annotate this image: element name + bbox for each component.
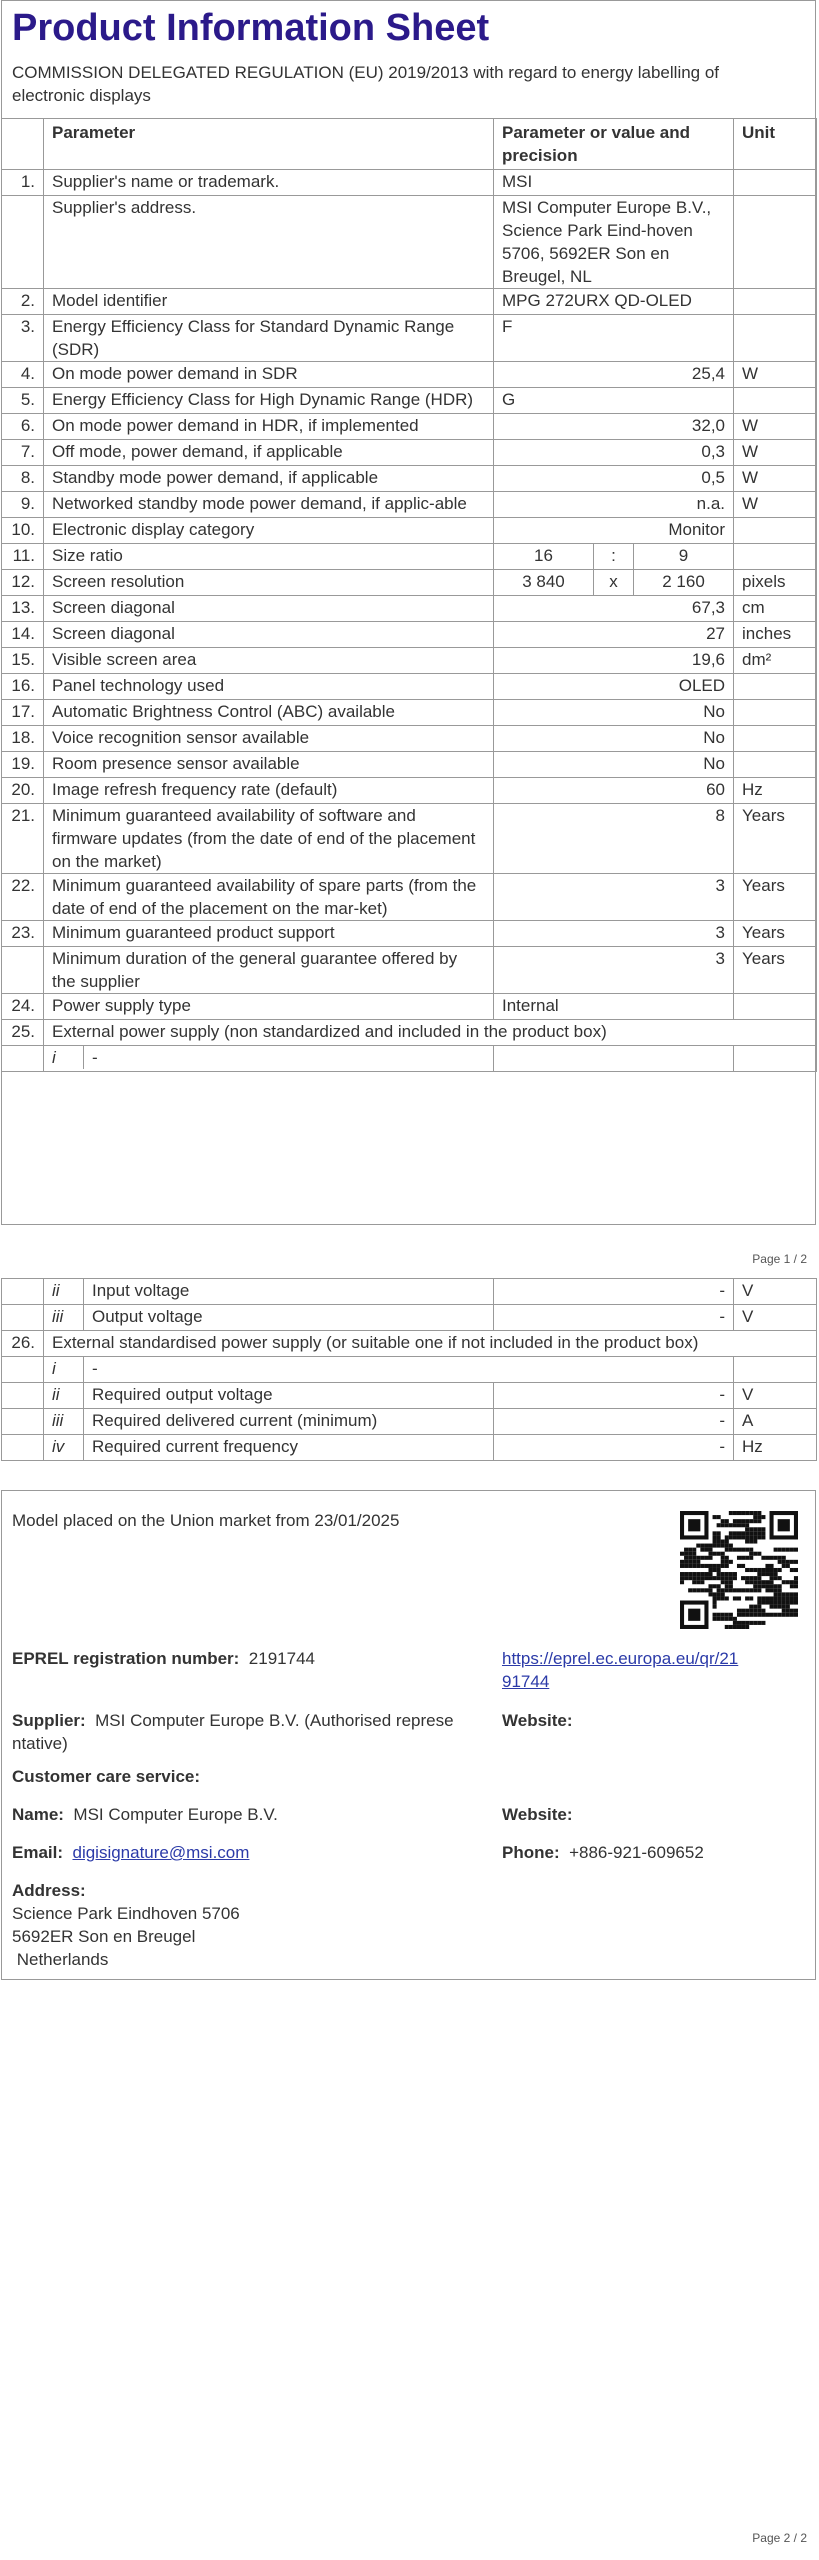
table-row: 13. Screen diagonal 67,3 cm: [2, 596, 817, 622]
table-row: 8. Standby mode power demand, if applicable 0,5 W: [2, 466, 817, 492]
supplier-info: Supplier: MSI Computer Europe B.V. (Authorised represe ntative): [12, 1711, 454, 1753]
contact-phone: Phone: +886-921-609652: [502, 1843, 704, 1862]
page-title: Product Information Sheet: [12, 7, 490, 49]
eprel-link-line2[interactable]: 91744: [502, 1672, 550, 1691]
page-number-2: Page 2 / 2: [752, 2531, 807, 2545]
table-row: 1. Supplier's name or trademark. MSI: [2, 170, 817, 196]
table-row: 20. Image refresh frequency rate (default) 60 Hz: [2, 778, 817, 804]
website-label: Website:: [502, 1711, 573, 1730]
eprel-registration: EPREL registration number: 2191744: [12, 1649, 315, 1668]
product-info-table: [1, 118, 817, 1072]
table-row: ii Input voltage - V: [2, 1279, 817, 1305]
table-row: i -: [2, 1357, 817, 1383]
table-row: 5. Energy Efficiency Class for High Dynamic Range (HDR) G: [2, 388, 817, 414]
header-num: [2, 119, 44, 170]
customer-care-label: Customer care service:: [12, 1767, 201, 1786]
table-row: 10. Electronic display category Monitor: [2, 518, 817, 544]
header-unit: Unit: [734, 119, 817, 170]
table-header-row: [2, 119, 817, 170]
eprel-link[interactable]: [502, 1647, 738, 1693]
table-row: 22. Minimum guaranteed availability of spare parts (from the date of end of the placement on the mar-ket) 3 Years: [2, 874, 817, 921]
table-row: iii Required delivered current (minimum) - A: [2, 1409, 817, 1435]
table-row: 6. On mode power demand in HDR, if implemented 32,0 W: [2, 414, 817, 440]
table-row: 9. Networked standby mode power demand, if applic-able n.a. W: [2, 492, 817, 518]
table-row: iii Output voltage - V: [2, 1305, 817, 1331]
email-link[interactable]: digisignature@msi.com: [72, 1843, 250, 1862]
contact-email: Email: digisignature@msi.com: [12, 1843, 250, 1862]
table-row: 12. Screen resolution 3 840 x 2 160 pixels: [2, 570, 817, 596]
table-row: 2. Model identifier MPG 272URX QD-OLED: [2, 289, 817, 315]
table-row: 24. Power supply type Internal: [2, 994, 817, 1020]
table-row: 19. Room presence sensor available No: [2, 752, 817, 778]
contact-address: Address: Science Park Eindhoven 5706 5692ER Son en Breugel Netherlands: [12, 1881, 240, 1969]
table-row: 7. Off mode, power demand, if applicable 0,3 W: [2, 440, 817, 466]
page-number-1: Page 1 / 2: [752, 1252, 807, 1266]
table-row: 15. Visible screen area 19,6 dm²: [2, 648, 817, 674]
table-row: i -: [2, 1046, 817, 1072]
table-row: iv Required current frequency - Hz: [2, 1435, 817, 1461]
page-1: [1, 0, 816, 1225]
table-row: Minimum duration of the general guarantee offered by the supplier 3 Years: [2, 947, 817, 994]
contact-name: Name: MSI Computer Europe B.V.: [12, 1805, 278, 1824]
website2-label: Website:: [502, 1805, 573, 1824]
eprel-link-line1[interactable]: https://eprel.ec.europa.eu/qr/21: [502, 1649, 739, 1668]
table-row: 16. Panel technology used OLED: [2, 674, 817, 700]
table-row: 11. Size ratio 16 : 9: [2, 544, 817, 570]
power-supply-table: [1, 1278, 817, 1461]
table-row: 18. Voice recognition sensor available No: [2, 726, 817, 752]
table-row: ii Required output voltage - V: [2, 1383, 817, 1409]
table-row: 4. On mode power demand in SDR 25,4 W: [2, 362, 817, 388]
table-row: 3. Energy Efficiency Class for Standard Dynamic Range (SDR) F: [2, 315, 817, 362]
regulation-subtitle: COMMISSION DELEGATED REGULATION (EU) 2019/2013 with regard to energy labelling of electronic displays: [12, 63, 720, 105]
table-row: Supplier's address. MSI Computer Europe B.V., Science Park Eind-hoven 5706, 5692ER Son en Breugel, NL: [2, 196, 817, 289]
table-row: 21. Minimum guaranteed availability of software and firmware updates (from the date of end of the placement on the market) 8 Years: [2, 804, 817, 874]
market-placement-text: Model placed on the Union market from 23/01/2025: [12, 1511, 400, 1530]
table-row: 23. Minimum guaranteed product support 3 Years: [2, 921, 817, 947]
table-row: 25. External power supply (non standardized and included in the product box): [2, 1020, 817, 1046]
header-parameter: Parameter: [44, 119, 494, 170]
table-row: 14. Screen diagonal 27 inches: [2, 622, 817, 648]
eprel-info-box: [1, 1490, 816, 1980]
qr-code-icon[interactable]: [680, 1511, 798, 1629]
header-value: Parameter or value and precision: [494, 119, 734, 170]
table-row: 26. External standardised power supply (or suitable one if not included in the product box): [2, 1331, 817, 1357]
table-row: 17. Automatic Brightness Control (ABC) available No: [2, 700, 817, 726]
